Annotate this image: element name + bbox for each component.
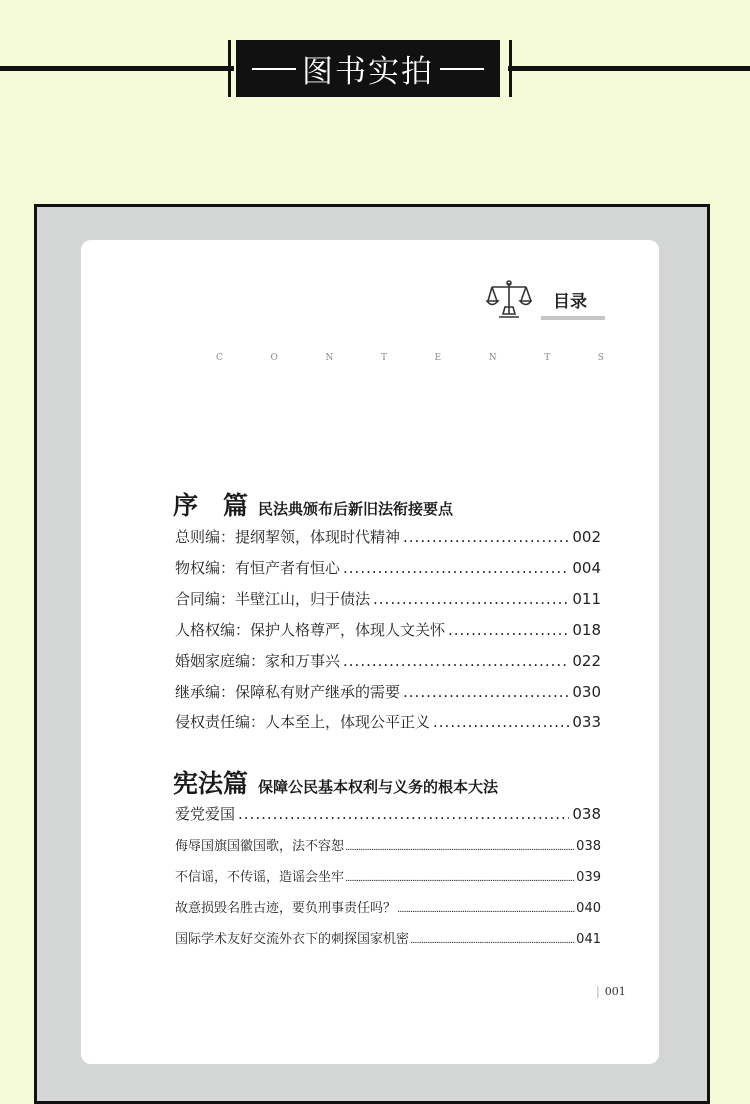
toc-entry[interactable] [175,897,601,916]
dot-leader [433,713,569,731]
section-heading-preface [173,486,453,522]
section-label: 序 篇 [173,491,249,520]
toc-entry-title: 侮辱国旗国徽国歌，法不容恕 [175,839,345,854]
banner-title: 图书实拍 [302,54,434,90]
section-heading-constitution [173,764,498,800]
page-number-value: 001 [604,985,626,998]
dot-leader [403,683,569,701]
dot-leader [448,621,569,639]
toc-entry-title: 婚姻家庭编：家和万事兴 [175,652,341,670]
section-subtitle: 民法典颁布后新旧法衔接要点 [258,500,454,518]
toc-entry[interactable] [175,866,601,885]
toc-entry-page: 030 [572,683,601,701]
toc-entry-title: 侵权责任编：人本至上，体现公平正义 [175,713,431,731]
dot-leader [410,932,575,947]
toc-chapter-entry[interactable] [175,803,601,824]
toc-entry[interactable] [175,526,601,547]
contents-lettering [216,353,604,363]
toc-entry[interactable] [175,835,601,854]
toc-entry-page: 041 [576,932,601,947]
toc-entry-page: 038 [576,839,601,854]
banner-bar-right [509,40,512,97]
folio-separator: | [596,985,600,998]
dot-leader [345,839,575,854]
toc-entry[interactable] [175,557,601,578]
banner [236,40,500,97]
contents-letter: T [544,353,551,363]
banner-line-left [0,66,234,71]
toc-entry-page: 018 [572,621,601,639]
toc-entry-page: 040 [576,901,601,916]
toc-entry-page: 039 [576,870,601,885]
toc-entry-title: 物权编：有恒产者有恒心 [175,559,341,577]
dot-leader [397,901,575,916]
contents-letter: T [380,353,387,363]
toc-entry[interactable] [175,928,601,947]
section-label: 宪法篇 [173,769,249,798]
dot-leader [373,590,569,608]
section-subtitle: 保障公民基本权利与义务的根本大法 [258,778,499,796]
toc-entry-page: 002 [572,528,601,546]
balance-scale-icon [486,277,532,323]
toc-entry-page: 011 [572,590,601,608]
toc-entry-page: 033 [572,713,601,731]
dot-leader [238,805,569,823]
toc-entry-title: 合同编：半壁江山，归于债法 [175,590,371,608]
contents-letter: C [216,353,223,363]
toc-heading: 目录 [553,292,587,312]
toc-entry-title: 总则编：提纲挈领，体现时代精神 [175,528,401,546]
toc-entry-title: 人格权编：保护人格尊严，体现人文关怀 [175,621,446,639]
toc-entry[interactable] [175,619,601,640]
banner-dash-right [440,68,484,70]
toc-entry-title: 继承编：保障私有财产继承的需要 [175,683,401,701]
dot-leader [403,528,569,546]
contents-letter: S [597,353,604,363]
contents-letter: O [270,353,278,363]
toc-entry-title: 故意损毁名胜古迹，要负刑事责任吗？ [175,901,397,916]
toc-entry-page: 004 [572,559,601,577]
toc-entry[interactable] [175,711,601,732]
dot-leader [343,652,569,670]
toc-entry-title: 国际学术友好交流外衣下的刺探国家机密 [175,932,410,947]
toc-entry[interactable] [175,588,601,609]
banner-dash-left [252,68,296,70]
toc-entry-title: 不信谣，不传谣，造谣会坐牢 [175,870,345,885]
page-number [596,985,626,998]
toc-entry-title: 爱党爱国 [175,805,236,823]
toc-entry[interactable] [175,681,601,702]
dot-leader [343,559,569,577]
contents-letter: N [325,353,334,363]
banner-line-right [508,66,750,71]
banner-bar-left [228,40,231,97]
dot-leader [345,870,575,885]
toc-entry[interactable] [175,650,601,671]
toc-page [81,240,659,1064]
contents-letter: N [488,353,497,363]
toc-entry-page: 038 [572,805,601,823]
toc-heading-underline [541,316,605,320]
toc-entry-page: 022 [572,652,601,670]
contents-letter: E [434,353,442,363]
